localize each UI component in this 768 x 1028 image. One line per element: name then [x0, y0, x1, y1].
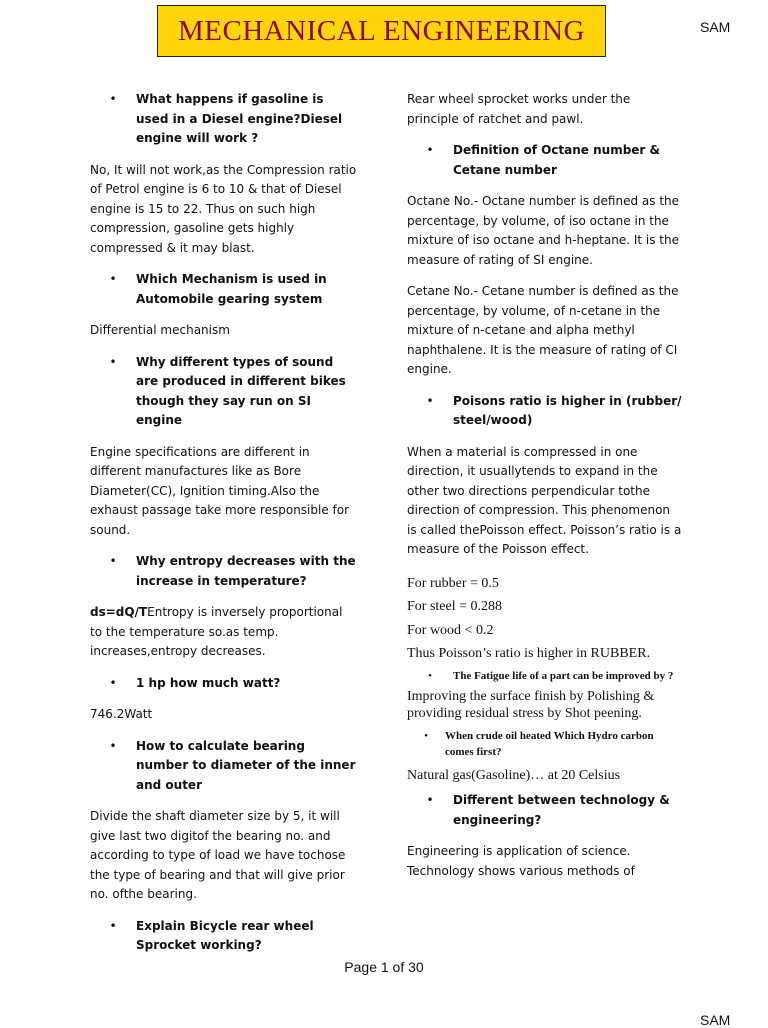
answer-text: Rear wheel sprocket works under the principle of ratchet and pawl.	[407, 92, 631, 126]
conclusion-text: Thus Poisson’s ratio is higher in RUBBER.	[407, 646, 651, 661]
question-item: • 1 hp how much watt?	[90, 674, 358, 694]
answer-text: Divide the shaft diameter size by 5, it will give last two digitof the bearing no. and according to type of load we have tochose the type of bearing and that will give prior no. ofthe bearing.	[90, 809, 346, 901]
bullet-icon: •	[109, 918, 117, 933]
question-item: • Why entropy decreases with the increase in temperature?	[90, 552, 358, 591]
bullet-icon: •	[109, 554, 117, 568]
question-item: • What happens if gasoline is used in a Diesel engine?Diesel engine will work ?	[90, 90, 358, 149]
bullet-icon: •	[109, 354, 117, 369]
author-footer: SAM	[700, 1012, 731, 1028]
answer-text: No, It will not work,as the Compression ratio of Petrol engine is 6 to 10 & that of Diesel engine is 15 to 22. Thus on such high compression, gasoline gets highly compressed & it may blast.	[90, 162, 357, 255]
bullet-icon: •	[109, 92, 117, 106]
bullet-icon: •	[424, 729, 428, 742]
answer-text: When a material is compressed in one direction, it usuallytends to expand in the other two directions perpendicular tothe direction of compression. This phenomenon is called thePoisson effect. Poisson’s ratio is a measure of the Poisson effect.	[407, 444, 682, 556]
bullet-icon: •	[109, 738, 117, 753]
question-item: • Definition of Octane number & Cetane number	[407, 141, 682, 180]
page-title: MECHANICAL ENGINEERING	[177, 14, 586, 47]
question-item: • Explain Bicycle rear wheel Sprocket working?	[90, 917, 358, 956]
answer-text: Natural gas(Gasoline)… at 20 Celsius	[407, 767, 621, 783]
question-item: • Which Mechanism is used in Automobile gearing system	[90, 270, 358, 309]
answer-text: 746.2Watt	[90, 707, 153, 721]
bullet-icon: •	[428, 669, 432, 682]
page-number: Page 1 of 30	[344, 959, 424, 975]
title-banner	[157, 5, 606, 57]
answer-text: Improving the surface finish by Polishing & providing residual stress by Shot peening.	[407, 688, 655, 721]
author-header: SAM	[700, 19, 731, 35]
bullet-icon: •	[426, 143, 434, 157]
bullet-icon: •	[426, 393, 434, 408]
question-item: • When crude oil heated Which Hydro carbon comes first?	[407, 728, 682, 760]
formula: ds=dQ/T	[90, 605, 148, 619]
answer-text: Cetane No.- Cetane number is defined as the percentage, by volume, of n-cetane in the mixture of n-cetane and alpha methyl naphthalene. It is the measure of rating of CI engine.	[407, 284, 679, 376]
question-item: • The Fatigue life of a part can be improved by ?	[407, 668, 682, 684]
bullet-icon: •	[109, 675, 117, 690]
question-item: • Poisons ratio is higher in (rubber/ steel/wood)	[407, 392, 682, 431]
answer-text: Engineering is application of science. Technology shows various methods of	[407, 844, 635, 878]
answer-text: Differential mechanism	[90, 323, 230, 337]
right-column	[407, 90, 682, 893]
question-item: • Different between technology & engineering?	[407, 791, 682, 830]
question-item: • Why different types of sound are produced in different bikes though they say run on SI engine	[90, 353, 358, 431]
left-column	[90, 90, 358, 968]
answer-text: Octane No.- Octane number is defined as the percentage, by volume, of iso octane in the mixture of iso octane and h-heptane. It is the measure of rating of SI engine.	[407, 194, 680, 267]
question-item: • How to calculate bearing number to diameter of the inner and outer	[90, 737, 358, 796]
steel-value: For steel = 0.288	[407, 599, 502, 614]
bullet-icon: •	[426, 793, 434, 807]
bullet-icon: •	[109, 272, 117, 286]
answer-text: Engine specifications are different in different manufactures like as Bore Diameter(CC), Ignition timing.Also the exhaust passage take more responsible for sound.	[90, 444, 350, 537]
rubber-value: For rubber = 0.5	[407, 575, 499, 591]
answer-text: ds=dQ/TEntropy is inversely proportional to the temperature so.as temp. increases,entropy decreases.	[90, 605, 343, 658]
wood-value: For wood < 0.2	[407, 622, 494, 638]
